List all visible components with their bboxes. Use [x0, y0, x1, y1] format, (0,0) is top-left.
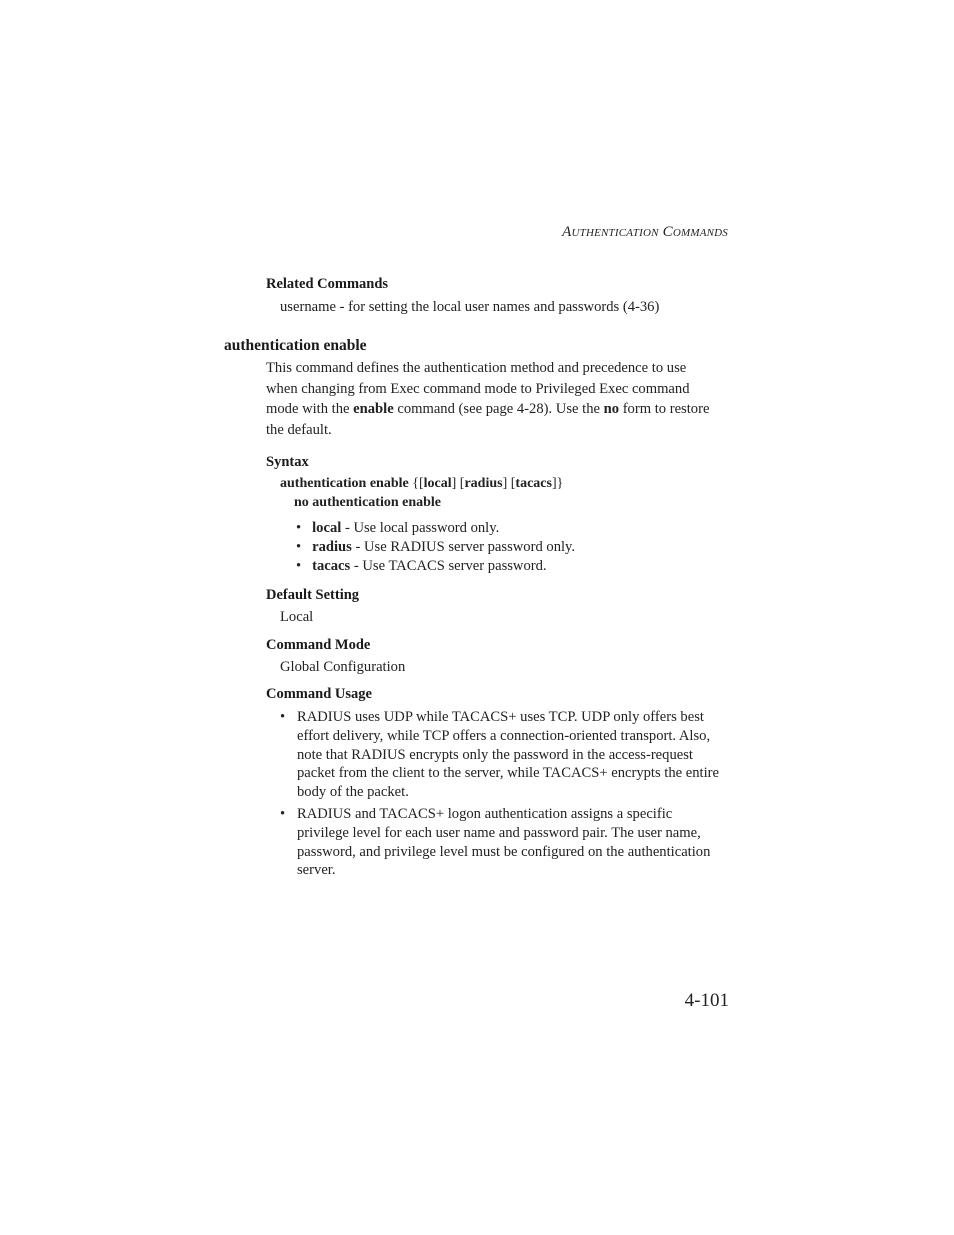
syntax-heading: Syntax	[266, 454, 309, 470]
no-keyword: no	[603, 401, 620, 417]
option-radius: • radius - Use RADIUS server password only.	[296, 539, 576, 555]
option-local: • local - Use local password only.	[296, 520, 500, 536]
header-initial-c: C	[662, 224, 673, 240]
running-header	[562, 224, 728, 241]
syntax-line-1: authentication enable {[local] [radius] [tacacs]}	[280, 476, 564, 491]
command-usage-heading: Command Usage	[266, 686, 372, 702]
command-mode-value: Global Configuration	[280, 659, 406, 675]
header-initial-a: A	[562, 224, 572, 240]
command-title: authentication enable	[224, 337, 367, 354]
related-commands-heading: Related Commands	[266, 276, 389, 292]
header-rest-c: OMMANDS	[672, 227, 728, 239]
syntax-line-2: no authentication enable	[294, 495, 442, 510]
related-commands-text: username - for setting the local user names and passwords (4-36)	[280, 299, 660, 315]
default-setting-value: Local	[280, 609, 314, 625]
page-number: 4-101	[684, 990, 729, 1011]
description-line-3: mode with the enable command (see page 4-28). Use the no form to restore	[266, 401, 710, 417]
description-line-4: the default.	[266, 421, 332, 438]
enable-keyword: enable	[353, 401, 394, 417]
description-line-1: This command defines the authentication method and precedence to use	[266, 360, 687, 376]
command-description	[266, 358, 736, 440]
header-rest-a: UTHENTICATION	[571, 227, 659, 239]
command-mode-heading: Command Mode	[266, 637, 371, 653]
default-setting-heading: Default Setting	[266, 587, 360, 603]
option-tacacs: • tacacs - Use TACACS server password.	[296, 558, 547, 574]
description-line-2: when changing from Exec command mode to Privileged Exec command	[266, 380, 690, 397]
